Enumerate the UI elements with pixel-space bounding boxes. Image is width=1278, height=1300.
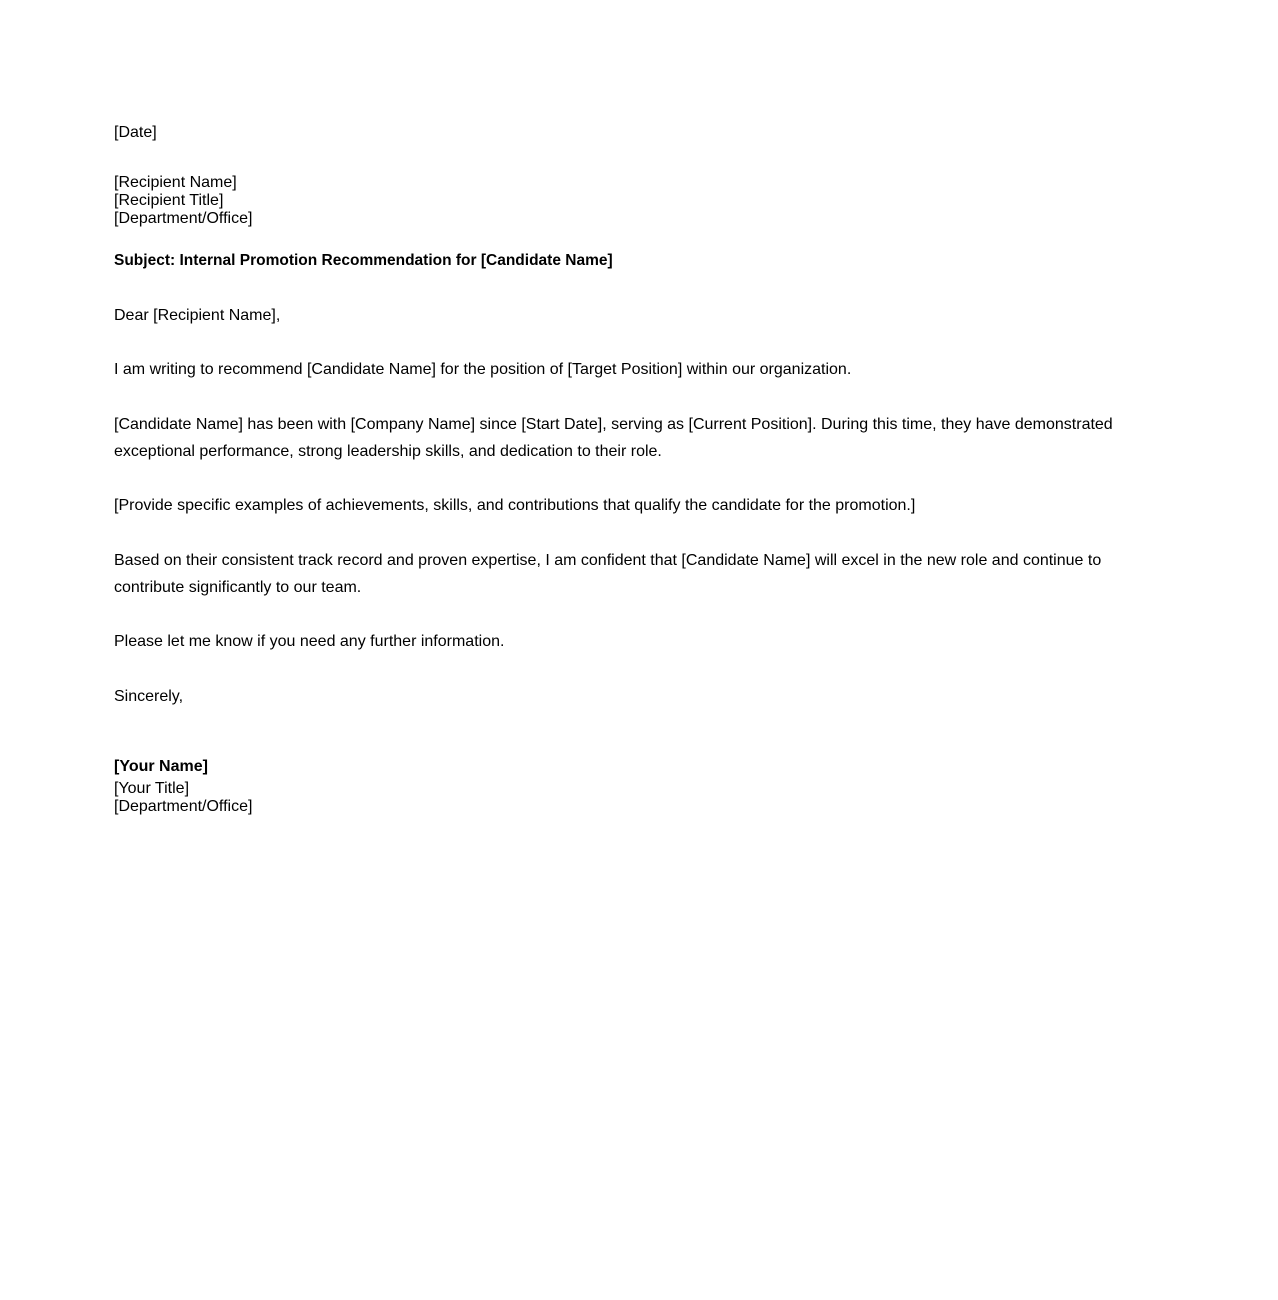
recipient-department: [Department/Office] [114,210,253,227]
letter-subject: Subject: Internal Promotion Recommendation for [Candidate Name] [114,252,613,269]
recipient-name: [Recipient Name] [114,174,237,191]
signature-title: [Your Title] [114,780,190,797]
recipient-title: [Recipient Title] [114,192,224,209]
salutation: Dear [Recipient Name], [114,307,281,324]
paragraph-background: [Candidate Name] has been with [Company Name] since [Start Date], serving as [Current Position]. During this time, they have demonstrated exceptional performance, strong leadership skills, and dedication to their role. [114,416,1113,460]
paragraph-examples: [Provide specific examples of achievements, skills, and contributions that qualify the candidate for the promotion.] [114,497,916,514]
letter-date: [Date] [114,124,157,141]
paragraph-followup: Please let me know if you need any further information. [114,633,505,650]
paragraph-confidence: Based on their consistent track record and proven expertise, I am confident that [Candidate Name] will excel in the new role and continue to contribute significantly to our team. [114,552,1102,596]
signature-name: [Your Name] [114,758,208,775]
closing: Sincerely, [114,688,184,705]
signature-department: [Department/Office] [114,798,253,815]
paragraph-intro: I am writing to recommend [Candidate Name] for the position of [Target Position] within our organization. [114,361,852,378]
